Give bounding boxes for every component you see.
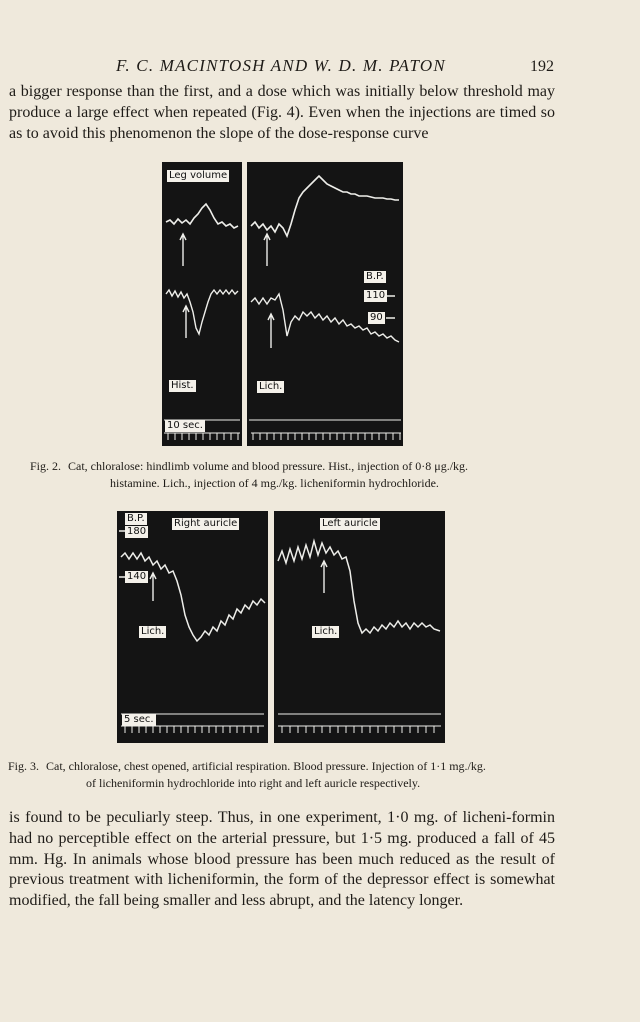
- figure-3-caption-line-2: of licheniformin hydrochloride into right and left auricle respectively.: [86, 775, 421, 790]
- lich-label-right-auricle: Lich.: [141, 626, 165, 637]
- running-head-authors: F. C. MACINTOSH AND W. D. M. PATON: [116, 56, 446, 75]
- right-auricle-label: Right auricle: [174, 518, 238, 529]
- lich-label-left-auricle: Lich.: [314, 626, 338, 637]
- time-marker-ticks-fig3-left: [121, 726, 264, 733]
- bp-110-label: 110: [366, 290, 386, 301]
- lich-injection-arrow-1: [264, 234, 270, 266]
- leg-volume-trace-hist: [166, 204, 238, 228]
- page-number: 192: [530, 58, 554, 75]
- figure-3-left-panel: [117, 511, 268, 743]
- figure-2-caption-line-2: histamine. Lich., injection of 4 mg./kg. licheniformin hydrochloride.: [110, 475, 439, 490]
- blood-pressure-trace-hist: [166, 290, 238, 334]
- figure-2-right-traces: [247, 162, 403, 446]
- figure-2-caption: [30, 458, 550, 491]
- lich-injection-arrow-left-auricle: [321, 561, 327, 593]
- figure-3-right-panel: [274, 511, 445, 743]
- time-marker-ticks-right: [251, 433, 401, 440]
- figure-2-left-traces: [162, 162, 242, 446]
- time-marker-ticks-fig3-right: [278, 726, 441, 733]
- hist-label: Hist.: [171, 380, 194, 391]
- time-marker-10-sec-label: 10 sec.: [167, 420, 203, 431]
- bp-180-label: 180: [127, 526, 147, 537]
- bp-label-fig3: B.P.: [127, 513, 145, 524]
- figure-3-caption-line-1: Cat, chloralose, chest opened, artificial respiration. Blood pressure. Injection of 1·1 mg./kg.: [46, 759, 486, 773]
- figure-3-caption: [8, 758, 568, 791]
- hist-injection-arrow-2: [183, 306, 189, 338]
- bp-140-label: 140: [127, 571, 147, 582]
- lich-injection-arrow-2: [268, 314, 274, 348]
- lich-label-fig2: Lich.: [259, 381, 283, 392]
- figure-3-caption-label: Fig. 3.: [8, 759, 40, 773]
- body-paragraph-top: a bigger response than the first, and a dose which was initially below threshold may produce a large effect when repeated (Fig. 4). Even when the injections are timed so as to avoid this phenomenon the slope of the dose-response curve: [9, 83, 555, 142]
- figure-2-left-panel: [162, 162, 242, 446]
- bp-90-label: 90: [370, 312, 383, 323]
- bp-label-fig2: B.P.: [366, 271, 384, 282]
- leg-volume-label: Leg volume: [169, 170, 228, 181]
- time-marker-ticks-left: [164, 433, 240, 440]
- left-auricle-label: Left auricle: [322, 518, 378, 529]
- figure-2-caption-line-1: Cat, chloralose: hindlimb volume and blood pressure. Hist., injection of 0·8 μg./kg.: [68, 459, 469, 473]
- hist-injection-arrow-1: [180, 234, 186, 266]
- time-marker-5-sec-label: 5 sec.: [124, 714, 154, 725]
- blood-pressure-trace-left-auricle: [278, 541, 440, 633]
- lich-injection-arrow-right-auricle: [150, 573, 156, 601]
- running-head: [0, 56, 640, 80]
- figure-3-right-traces: [274, 511, 445, 743]
- figure-2-caption-label: Fig. 2.: [30, 459, 62, 473]
- figure-2-right-panel: [247, 162, 403, 446]
- leg-volume-trace-lich: [251, 176, 399, 236]
- body-paragraph-bottom: is found to be peculiarly steep. Thus, in one experiment, 1·0 mg. of licheni-formin had no perceptible effect on the arterial pressure, but 1·5 mg. produced a fall of 45 mm. Hg. In animals whose blood pressure has been much reduced as the result of previous treatment with licheniformin, the form of the depressor effect is somewhat modified, the fall being smaller and less abrupt, and the latency longer.: [9, 809, 555, 910]
